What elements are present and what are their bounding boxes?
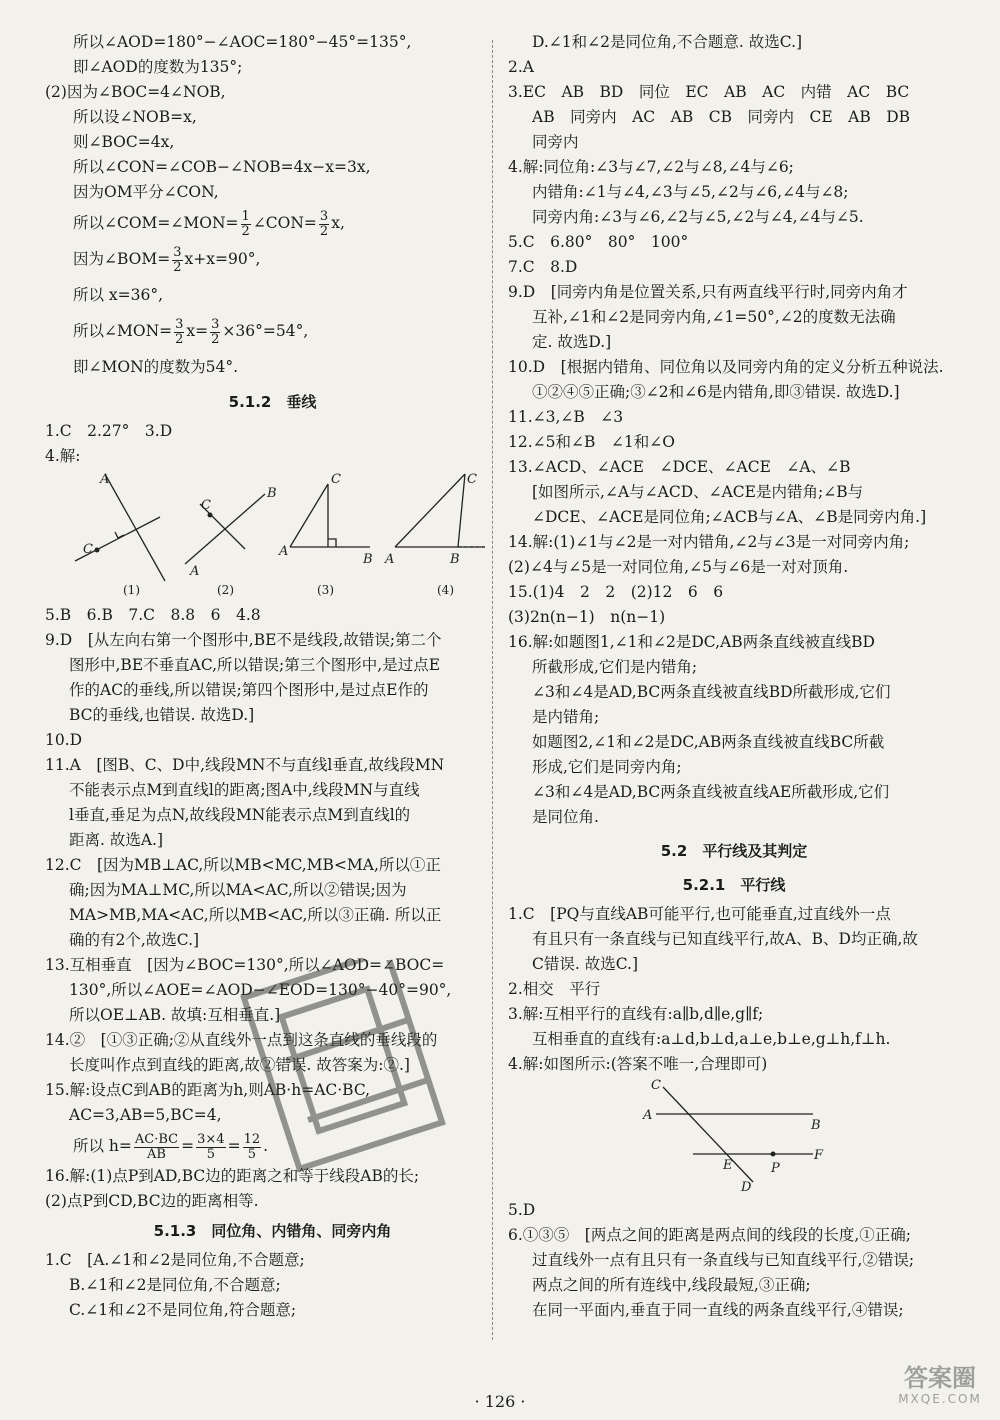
text-line: 16.解:(1)点P到AD,BC边的距离之和等于线段AB的长; <box>45 1167 420 1185</box>
formula-h: 所以 h= $\frac{AC\cdot BC}{AB}$ = $\frac{3\times 4}{5}$ = $\frac{12}{5}$ . <box>73 1131 269 1162</box>
text-line: 9.D [同旁内角是位置关系,只有两直线平行时,同旁内角才 <box>508 283 908 301</box>
parallel-figure <box>508 1079 958 1194</box>
text-line: 如题图2,∠1和∠2是DC,AB两条直线被直线BC所截 <box>532 733 885 751</box>
text-line: [如图所示,∠A与∠ACD、∠ACE是内错角;∠B与 <box>532 483 864 501</box>
text-line: 即∠AOD的度数为135°; <box>73 58 243 76</box>
text-line: 长度叫作点到直线的距离,故②错误. 故答案为:②.] <box>69 1056 410 1074</box>
formula-x: 所以 x=36°, <box>73 286 164 304</box>
text-line: 5.D <box>508 1201 536 1219</box>
text-line: 因为OM平分∠CON, <box>73 183 219 201</box>
caption-3: (3) <box>317 583 334 597</box>
text-line: ∠3和∠4是AD,BC两条直线被直线AE所截形成,它们 <box>532 783 890 801</box>
text-line: 10.D <box>45 731 83 749</box>
text-line: 不能表示点M到直线l的距离;图A中,线段MN与直线 <box>69 781 420 799</box>
text-line: 4.解:如图所示:(答案不唯一,合理即可) <box>508 1055 768 1073</box>
text-line: 同旁内角:∠3与∠6,∠2与∠5,∠2与∠4,∠4与∠5. <box>532 208 864 226</box>
label-b: B <box>811 1118 821 1133</box>
right-block-3 <box>508 1198 960 1323</box>
text-line: (2)点P到CD,BC边的距离相等. <box>45 1192 259 1210</box>
text-line: 距离. 故选A.] <box>69 831 164 849</box>
text-line: 9.D [从左向右第一个图形中,BE不是线段,故错误;第二个 <box>45 631 442 649</box>
formula-mon: 所以∠MON= $\frac{3}{2}$ x= $\frac{3}{2}$ ×36°=54°, <box>73 316 309 347</box>
right-block-2 <box>508 902 960 1077</box>
text-line: 4.解:同位角:∠3与∠7,∠2与∠8,∠4与∠6; <box>508 158 794 176</box>
fig4-side <box>395 474 465 547</box>
formula-mon-result: 即∠MON的度数为54°. <box>73 358 239 376</box>
label-a: A <box>643 1108 653 1123</box>
section-heading-perpendicular: 5.1.2 垂线 <box>228 393 317 411</box>
text-line: 15.解:设点C到AB的距离为h,则AB·h=AC·BC, <box>45 1081 371 1099</box>
text-line: 同旁内 <box>532 133 579 151</box>
text-line: 互补,∠1和∠2是同旁内角,∠1=50°,∠2的度数无法确 <box>532 308 896 326</box>
label-p: P <box>771 1161 780 1176</box>
text-line: (2)因为∠BOC=4∠NOB, <box>45 83 226 101</box>
label-a: A <box>385 552 395 567</box>
fig3-side <box>290 484 328 547</box>
label-b: B <box>363 552 373 567</box>
text-line: 内错角:∠1与∠4,∠3与∠5,∠2与∠6,∠4与∠8; <box>532 183 849 201</box>
text-line: 所以OE⊥AB. 故填:互相垂直.] <box>69 1006 281 1024</box>
text-line: (2)∠4与∠5是一对同位角,∠5与∠6是一对对顶角. <box>508 558 849 576</box>
text-line: 图形中,BE不垂直AC,所以错误;第三个图形中,是过点E <box>69 656 441 674</box>
ink-stamp <box>228 960 468 1190</box>
label-c: C <box>651 1079 661 1093</box>
label-e: E <box>723 1158 733 1173</box>
caption-1: (1) <box>123 583 140 597</box>
text-line: 形成,它们是同旁内角; <box>532 758 682 776</box>
label-a: A <box>190 564 200 579</box>
text-line: (3)2n(n−1) n(n−1) <box>508 608 666 626</box>
text-line: 5.C 6.80° 80° 100° <box>508 233 689 251</box>
formula-com-mon: 所以∠COM=∠MON= $\frac{1}{2}$ ∠CON= $\frac{3}{2}$ x, <box>73 208 345 239</box>
text-line: 在同一平面内,垂直于同一直线的两条直线平行,④错误; <box>532 1301 904 1319</box>
text-line: 所以∠AOD=180°−∠AOC=180°−45°=135°, <box>73 33 412 51</box>
text-line: 所以设∠NOB=x, <box>73 108 197 126</box>
fig3-right-angle <box>328 539 336 547</box>
fig4-side2 <box>458 474 465 547</box>
text-line: B.∠1和∠2是同位角,不合题意; <box>69 1276 281 1294</box>
text-line: 12.∠5和∠B ∠1和∠O <box>508 433 675 451</box>
text-line: 2.A <box>508 58 534 76</box>
label-b: B <box>450 552 460 567</box>
text-line: 130°,所以∠AOE=∠AOD−∠EOD=130°−40°=90°, <box>69 981 452 999</box>
label-c: C <box>83 542 93 557</box>
label-b: B <box>267 486 277 501</box>
text-line: 11.A [图B、C、D中,线段MN不与直线l垂直,故线段MN <box>45 756 445 774</box>
watermark-title: 答案圈 <box>904 1364 976 1392</box>
label-a: A <box>279 544 289 559</box>
text-line: 6.①③⑤ [两点之间的距离是两点间的线段的长度,①正确; <box>508 1226 911 1244</box>
answer-line: 4.解: <box>45 447 81 465</box>
subsection-heading-parallel-lines: 5.2.1 平行线 <box>682 876 786 894</box>
text-line: C.∠1和∠2不是同位角,符合题意; <box>69 1301 297 1319</box>
text-line: 13.∠ACD、∠ACE ∠DCE、∠ACE ∠A、∠B <box>508 458 851 476</box>
text-line: 13.互相垂直 [因为∠BOC=130°,所以∠AOD=∠BOC= <box>45 956 445 974</box>
text-line: 14.解:(1)∠1与∠2是一对内错角,∠2与∠3是一对同旁内角; <box>508 533 910 551</box>
answer-line: 1.C 2.27° 3.D <box>45 422 173 440</box>
label-a: A <box>100 472 110 487</box>
text-line: BC的垂线,也错误. 故选D.] <box>69 706 255 724</box>
caption-2: (2) <box>217 583 234 597</box>
page-number: · 126 · <box>474 1392 526 1411</box>
text-line: 互相垂直的直线有:a⊥d,b⊥d,a⊥e,b⊥e,g⊥h,f⊥h. <box>532 1030 891 1048</box>
label-f: F <box>814 1148 824 1163</box>
text-line: 两点之间的所有连线中,线段最短,③正确; <box>532 1276 811 1294</box>
label-c: C <box>331 472 341 487</box>
text-line: AC=3,AB=5,BC=4, <box>69 1106 222 1124</box>
text-line: 10.D [根据内错角、同位角以及同旁内角的定义分析五种说法. <box>508 358 944 376</box>
transversal-cd <box>663 1087 753 1182</box>
text-line: ①②④⑤正确;③∠2和∠6是内错角,即③错误. 故选D.] <box>532 383 900 401</box>
text-line: 是内错角; <box>532 708 600 726</box>
right-column <box>508 30 960 1323</box>
point-c-2 <box>208 513 213 518</box>
text-line: 2.相交 平行 <box>508 980 601 998</box>
fig1-right-angle <box>115 532 124 538</box>
right-block-1 <box>508 30 960 830</box>
text-line: 11.∠3,∠B ∠3 <box>508 408 624 426</box>
text-line: 确的有2个,故选C.] <box>69 931 200 949</box>
text-line: 3.解:互相平行的直线有:a∥b,d∥e,g∥f; <box>508 1005 764 1023</box>
fig1-line <box>105 474 165 581</box>
text-line: 是同位角. <box>532 808 599 826</box>
perpendicular-figures <box>45 469 485 599</box>
text-line: 15.(1)4 2 2 (2)12 6 6 <box>508 583 724 601</box>
text-line: ∠3和∠4是AD,BC两条直线被直线BD所截形成,它们 <box>532 683 891 701</box>
watermark <box>890 1364 990 1412</box>
text-line: 1.C [A.∠1和∠2是同位角,不合题意; <box>45 1251 305 1269</box>
section-heading-parallel: 5.2 平行线及其判定 <box>660 842 808 860</box>
text-line: 有且只有一条直线与已知直线平行,故A、B、D均正确,故 <box>532 930 918 948</box>
text-line: 过直线外一点有且只有一条直线与已知直线平行,②错误; <box>532 1251 915 1269</box>
point-p <box>771 1152 776 1157</box>
text-line: 16.解:如题图1,∠1和∠2是DC,AB两条直线被直线BD <box>508 633 875 651</box>
text-line: 确;因为MA⊥MC,所以MA<AC,所以②错误;因为 <box>69 881 407 899</box>
text-line: 所以∠CON=∠COB−∠NOB=4x−x=3x, <box>73 158 371 176</box>
text-line: 所截形成,它们是内错角; <box>532 658 698 676</box>
text-line: MA>MB,MA<AC,所以MB<AC,所以③正确. 所以正 <box>69 906 442 924</box>
text-line: 则∠BOC=4x, <box>73 133 175 151</box>
text-line: 14.② [①③正确;②从直线外一点到这条直线的垂线段的 <box>45 1031 438 1049</box>
label-c: C <box>201 498 211 513</box>
text-line: 7.C 8.D <box>508 258 578 276</box>
text-line: D.∠1和∠2是同位角,不合题意. 故选C.] <box>532 33 803 51</box>
label-c: C <box>467 472 477 487</box>
text-line: 5.B 6.B 7.C 8.8 6 4.8 <box>45 606 261 624</box>
label-d: D <box>741 1180 752 1194</box>
text-line: 1.C [PQ与直线AB可能平行,也可能垂直,过直线外一点 <box>508 905 891 923</box>
left-block-1 <box>45 30 500 205</box>
watermark-url: MXQE.COM <box>898 1392 982 1406</box>
point-c-1 <box>95 548 100 553</box>
text-line: C错误. 故选C.] <box>532 955 638 973</box>
text-line: 3.EC AB BD 同位 EC AB AC 内错 AC BC <box>508 83 910 101</box>
caption-4: (4) <box>437 583 454 597</box>
text-line: AB 同旁内 AC AB CB 同旁内 CE AB DB <box>532 108 911 126</box>
text-line: ∠DCE、∠ACE是同位角;∠ACB与∠A、∠B是同旁内角.] <box>532 508 927 526</box>
text-line: 12.C [因为MB⊥AC,所以MB<MC,MB<MA,所以①正 <box>45 856 441 874</box>
text-line: l垂直,垂足为点N,故线段MN能表示点M到直线l的 <box>69 806 411 824</box>
text-line: 作的AC的垂线,所以错误;第四个图形中,是过点E作的 <box>69 681 429 699</box>
left-block-4 <box>45 1248 500 1323</box>
text-line: 定. 故选D.] <box>532 333 612 351</box>
formula-bom: 因为∠BOM= $\frac{3}{2}$ x+x=90°, <box>73 244 261 275</box>
section-heading-angles: 5.1.3 同位角、内错角、同旁内角 <box>153 1222 392 1240</box>
